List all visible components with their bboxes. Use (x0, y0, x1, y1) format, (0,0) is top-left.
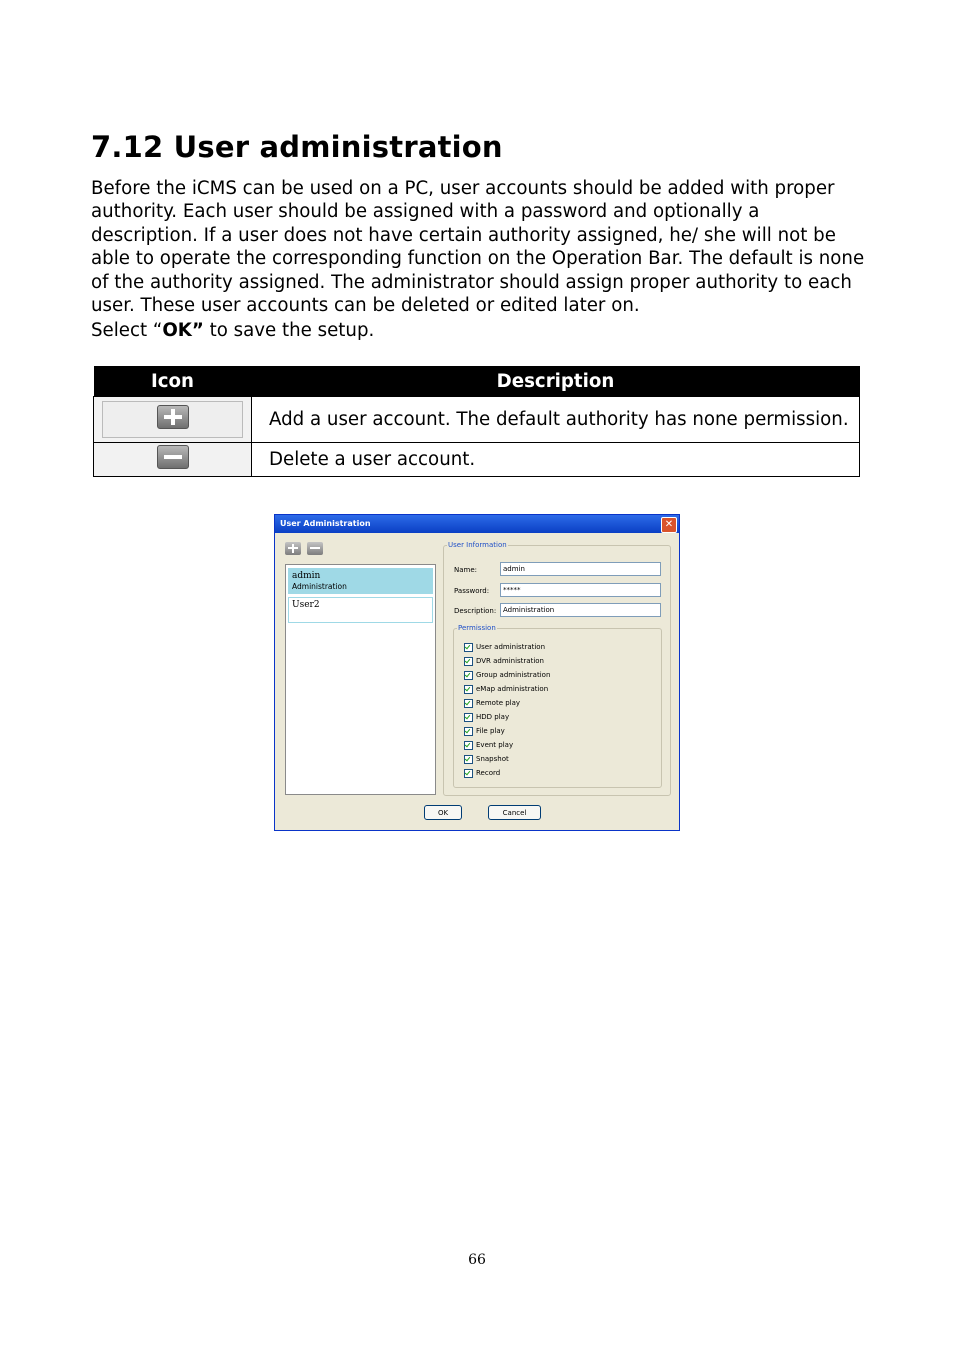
user-information-group (443, 541, 671, 796)
permission-label: Snapshot (476, 755, 509, 763)
list-item[interactable] (288, 597, 433, 623)
description-field[interactable]: Administration (500, 603, 661, 617)
dialog-title: User Administration (280, 519, 371, 528)
minus-icon (157, 445, 189, 469)
name-label: Name: (454, 566, 478, 574)
plus-icon (157, 405, 189, 429)
user-list (285, 564, 436, 795)
permission-checkbox[interactable] (464, 726, 505, 736)
page-number: 66 (468, 1252, 486, 1268)
cancel-button[interactable]: Cancel (488, 805, 541, 820)
checkbox-checked-icon[interactable] (464, 755, 473, 764)
checkbox-checked-icon[interactable] (464, 769, 473, 778)
permission-label: eMap administration (476, 685, 549, 693)
select-prefix: Select “ (91, 320, 163, 341)
icon-column-header: Icon (94, 366, 252, 397)
permission-label: HDD play (476, 713, 510, 721)
description-column-header: Description (252, 366, 860, 397)
icon-cell (94, 443, 252, 477)
ok-button[interactable]: OK (424, 805, 462, 820)
checkbox-checked-icon[interactable] (464, 671, 473, 680)
permission-label: Event play (476, 741, 514, 749)
user-name: admin (292, 571, 321, 581)
permission-checkbox[interactable] (464, 754, 509, 764)
permission-checkbox[interactable] (464, 670, 550, 680)
icon-cell (94, 397, 252, 443)
name-field[interactable]: admin (500, 562, 661, 576)
permission-label: File play (476, 727, 505, 735)
password-field[interactable]: ***** (500, 583, 661, 597)
table-row (94, 397, 860, 443)
intro-paragraph: Before the iCMS can be used on a PC, user accounts should be added with proper authority. Each user should be assigned with a password and optionally a description. If a user does not have certain authority assigned, he/ she will not be able to operate the corresponding function on the Operation Bar. The default is none of the authority assigned. The administrator should assign proper authority to each user. These user accounts can be deleted or edited later on. (91, 178, 865, 317)
plus-icon-frame (102, 401, 243, 438)
permission-label: DVR administration (476, 657, 544, 665)
user-information-legend: User Information (448, 541, 507, 549)
close-icon[interactable]: ✕ (661, 517, 677, 533)
permission-checkbox[interactable] (464, 740, 513, 750)
checkbox-checked-icon[interactable] (464, 699, 473, 708)
permission-checkbox[interactable] (464, 698, 520, 708)
checkbox-checked-icon[interactable] (464, 713, 473, 722)
description-cell: Delete a user account. (252, 443, 860, 477)
dialog-titlebar (275, 515, 679, 533)
permission-checkbox[interactable] (464, 642, 545, 652)
add-user-button[interactable] (285, 542, 301, 555)
select-suffix: to save the setup. (203, 320, 375, 341)
table-header-row (94, 366, 860, 397)
section-heading: 7.12 User administration (91, 130, 503, 164)
list-item[interactable] (288, 568, 433, 594)
permission-label: Group administration (476, 671, 551, 679)
permission-checkbox[interactable] (464, 712, 509, 722)
permission-group (453, 624, 662, 788)
permission-checkbox[interactable] (464, 768, 500, 778)
description-cell: Add a user account. The default authority has none permission. (252, 397, 860, 443)
checkbox-checked-icon[interactable] (464, 741, 473, 750)
password-label: Password: (454, 587, 490, 595)
permission-checkbox[interactable] (464, 656, 544, 666)
select-ok-instruction (91, 320, 374, 341)
checkbox-checked-icon[interactable] (464, 643, 473, 652)
permission-label: Record (476, 769, 501, 777)
checkbox-checked-icon[interactable] (464, 685, 473, 694)
icon-description-table (93, 366, 860, 477)
checkbox-checked-icon[interactable] (464, 727, 473, 736)
permission-legend: Permission (458, 624, 496, 632)
permission-label: User administration (476, 643, 546, 651)
permission-checkbox[interactable] (464, 684, 548, 694)
table-row (94, 443, 860, 477)
description-label: Description: (454, 607, 497, 615)
ok-emphasis: OK” (162, 320, 204, 341)
user-name: User2 (292, 600, 320, 610)
permission-label: Remote play (476, 699, 521, 707)
delete-user-button[interactable] (307, 542, 323, 555)
checkbox-checked-icon[interactable] (464, 657, 473, 666)
user-administration-dialog (274, 514, 680, 831)
user-description: Administration (292, 582, 347, 591)
